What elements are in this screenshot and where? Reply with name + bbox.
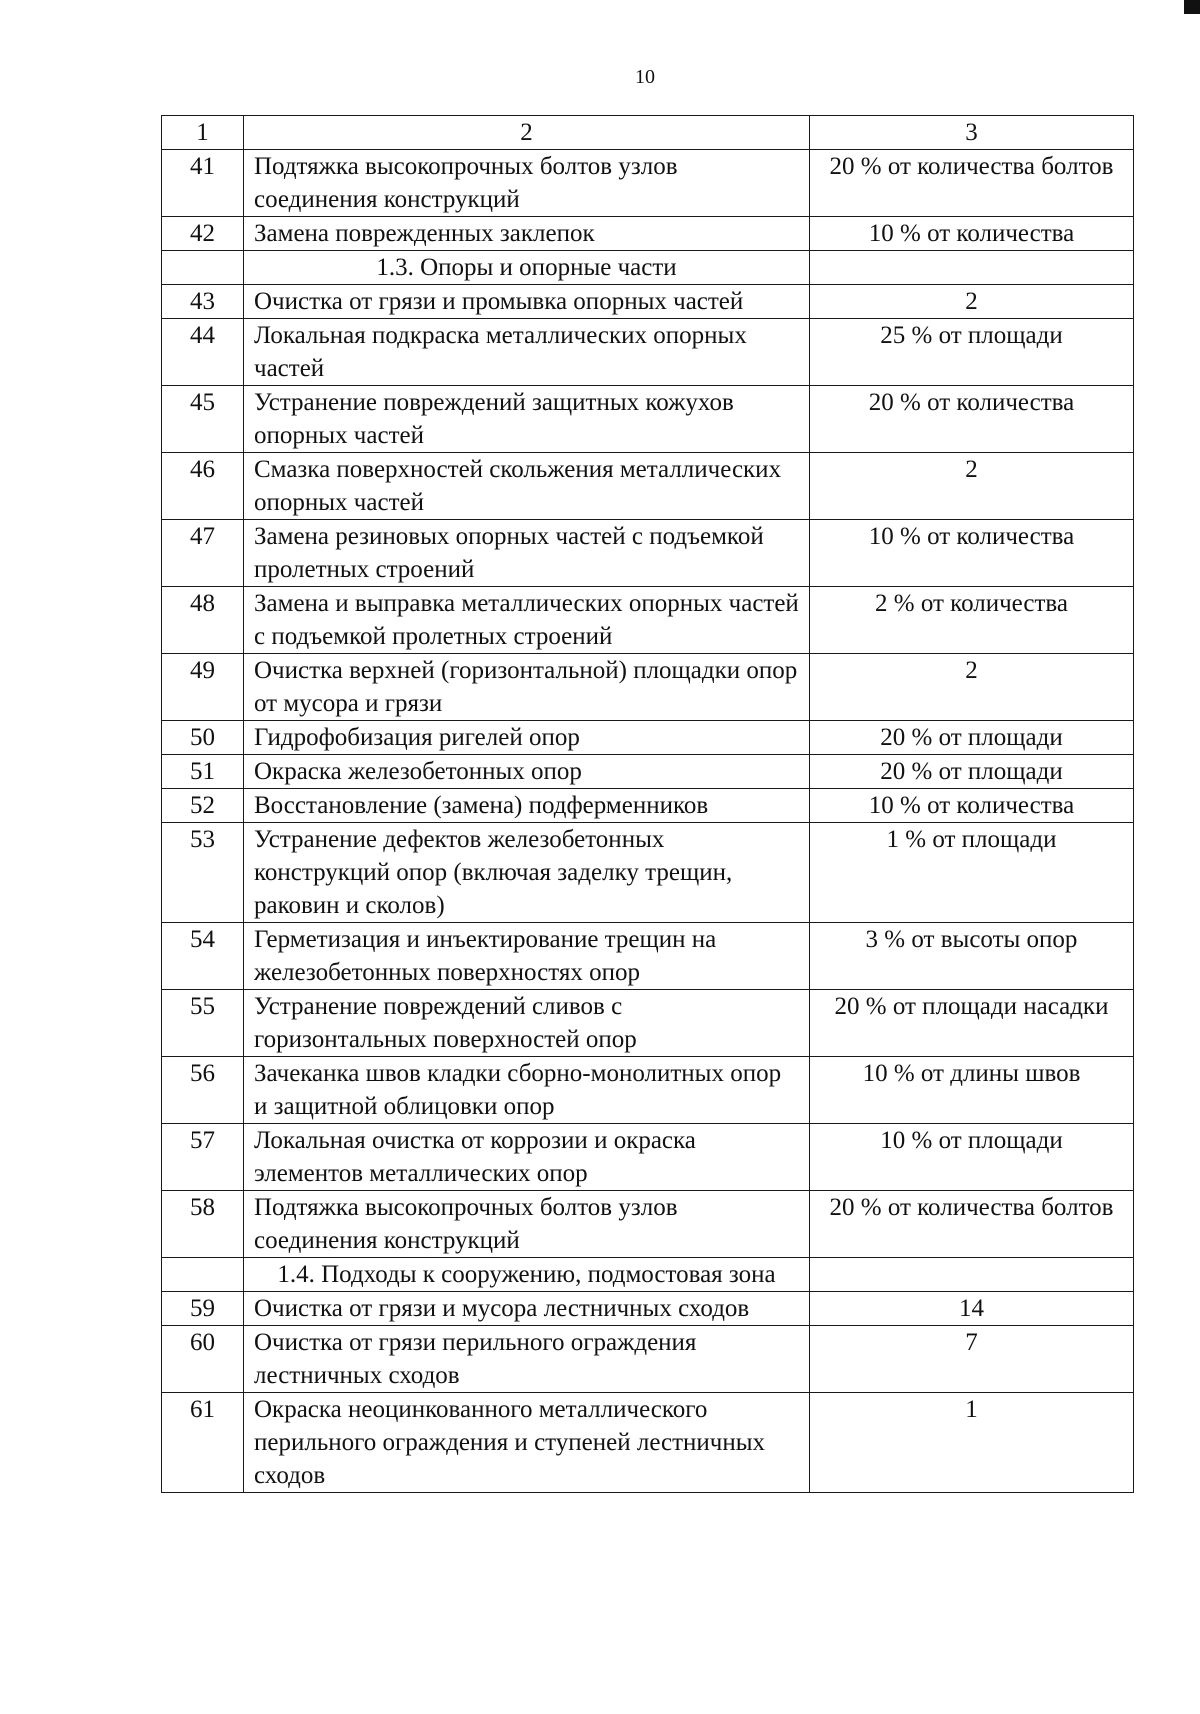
- work-description: Устранение повреждений защитных кожухов опорных частей: [244, 386, 810, 453]
- table-row: [162, 285, 1134, 319]
- table-row: [162, 721, 1134, 755]
- table-row: [162, 1326, 1134, 1393]
- table-row: [162, 1292, 1134, 1326]
- section-row: [162, 251, 1134, 285]
- table-row: [162, 1124, 1134, 1191]
- table-row: [162, 386, 1134, 453]
- header-col-3: 3: [810, 116, 1134, 150]
- table-row: [162, 1057, 1134, 1124]
- work-description: Очистка верхней (горизонтальной) площадки опор от мусора и грязи: [244, 654, 810, 721]
- work-description: Устранение повреждений сливов с горизонтальных поверхностей опор: [244, 990, 810, 1057]
- work-volume: 10 % от количества: [810, 789, 1134, 823]
- page-number: 10: [635, 66, 655, 88]
- work-volume: 1: [810, 1393, 1134, 1493]
- table-row: [162, 789, 1134, 823]
- work-description: Гидрофобизация ригелей опор: [244, 721, 810, 755]
- section-value-cell: [810, 1258, 1134, 1292]
- row-number: 54: [162, 923, 244, 990]
- work-description: Замена и выправка металлических опорных частей с подъемкой пролетных строений: [244, 587, 810, 654]
- section-title: 1.4. Подходы к сооружению, подмостовая зона: [244, 1258, 810, 1292]
- table-row: [162, 990, 1134, 1057]
- row-number: 50: [162, 721, 244, 755]
- work-description: Очистка от грязи перильного ограждения лестничных сходов: [244, 1326, 810, 1393]
- row-number: 51: [162, 755, 244, 789]
- work-volume: 20 % от площади: [810, 755, 1134, 789]
- table-header-row: [162, 116, 1134, 150]
- row-number: 47: [162, 520, 244, 587]
- work-volume: 10 % от количества: [810, 520, 1134, 587]
- table-row: [162, 453, 1134, 520]
- header-col-2: 2: [244, 116, 810, 150]
- work-description: Окраска неоцинкованного металлического перильного ограждения и ступеней лестничных сходов: [244, 1393, 810, 1493]
- work-volume: 20 % от площади: [810, 721, 1134, 755]
- table-row: [162, 150, 1134, 217]
- section-value-cell: [810, 251, 1134, 285]
- works-table: [161, 115, 1134, 1493]
- table-row: [162, 587, 1134, 654]
- section-num-cell: [162, 251, 244, 285]
- table-row: [162, 217, 1134, 251]
- work-volume: 20 % от количества болтов: [810, 1191, 1134, 1258]
- work-volume: 10 % от длины швов: [810, 1057, 1134, 1124]
- work-volume: 2: [810, 654, 1134, 721]
- row-number: 52: [162, 789, 244, 823]
- row-number: 41: [162, 150, 244, 217]
- work-description: Подтяжка высокопрочных болтов узлов соединения конструкций: [244, 150, 810, 217]
- row-number: 44: [162, 319, 244, 386]
- works-table-body: [162, 116, 1134, 1493]
- work-volume: 3 % от высоты опор: [810, 923, 1134, 990]
- table-row: [162, 1393, 1134, 1493]
- work-description: Устранение дефектов железобетонных конструкций опор (включая заделку трещин, раковин и сколов): [244, 823, 810, 923]
- work-description: Очистка от грязи и промывка опорных частей: [244, 285, 810, 319]
- work-volume: 2 % от количества: [810, 587, 1134, 654]
- table-row: [162, 1191, 1134, 1258]
- row-number: 48: [162, 587, 244, 654]
- work-volume: 7: [810, 1326, 1134, 1393]
- row-number: 49: [162, 654, 244, 721]
- scan-corner-mark: [1184, 0, 1200, 14]
- work-description: Замена резиновых опорных частей с подъемкой пролетных строений: [244, 520, 810, 587]
- work-volume: 20 % от количества болтов: [810, 150, 1134, 217]
- row-number: 43: [162, 285, 244, 319]
- work-volume: 10 % от площади: [810, 1124, 1134, 1191]
- work-volume: 14: [810, 1292, 1134, 1326]
- row-number: 45: [162, 386, 244, 453]
- row-number: 53: [162, 823, 244, 923]
- section-row: [162, 1258, 1134, 1292]
- work-volume: 20 % от количества: [810, 386, 1134, 453]
- row-number: 56: [162, 1057, 244, 1124]
- table-row: [162, 520, 1134, 587]
- table-row: [162, 923, 1134, 990]
- row-number: 42: [162, 217, 244, 251]
- work-volume: 2: [810, 285, 1134, 319]
- work-description: Восстановление (замена) подферменников: [244, 789, 810, 823]
- work-description: Смазка поверхностей скольжения металлических опорных частей: [244, 453, 810, 520]
- row-number: 58: [162, 1191, 244, 1258]
- work-description: Герметизация и инъектирование трещин на железобетонных поверхностях опор: [244, 923, 810, 990]
- work-description: Локальная подкраска металлических опорных частей: [244, 319, 810, 386]
- work-volume: 1 % от площади: [810, 823, 1134, 923]
- work-description: Окраска железобетонных опор: [244, 755, 810, 789]
- work-volume: 10 % от количества: [810, 217, 1134, 251]
- row-number: 55: [162, 990, 244, 1057]
- work-description: Зачеканка швов кладки сборно-монолитных опор и защитной облицовки опор: [244, 1057, 810, 1124]
- work-description: Подтяжка высокопрочных болтов узлов соединения конструкций: [244, 1191, 810, 1258]
- header-col-1: 1: [162, 116, 244, 150]
- row-number: 46: [162, 453, 244, 520]
- section-title: 1.3. Опоры и опорные части: [244, 251, 810, 285]
- table-row: [162, 654, 1134, 721]
- table-row: [162, 319, 1134, 386]
- work-volume: 20 % от площади насадки: [810, 990, 1134, 1057]
- row-number: 57: [162, 1124, 244, 1191]
- table-row: [162, 755, 1134, 789]
- section-num-cell: [162, 1258, 244, 1292]
- row-number: 60: [162, 1326, 244, 1393]
- table-row: [162, 823, 1134, 923]
- row-number: 59: [162, 1292, 244, 1326]
- work-description: Локальная очистка от коррозии и окраска элементов металлических опор: [244, 1124, 810, 1191]
- row-number: 61: [162, 1393, 244, 1493]
- work-description: Замена поврежденных заклепок: [244, 217, 810, 251]
- work-volume: 25 % от площади: [810, 319, 1134, 386]
- work-volume: 2: [810, 453, 1134, 520]
- work-description: Очистка от грязи и мусора лестничных сходов: [244, 1292, 810, 1326]
